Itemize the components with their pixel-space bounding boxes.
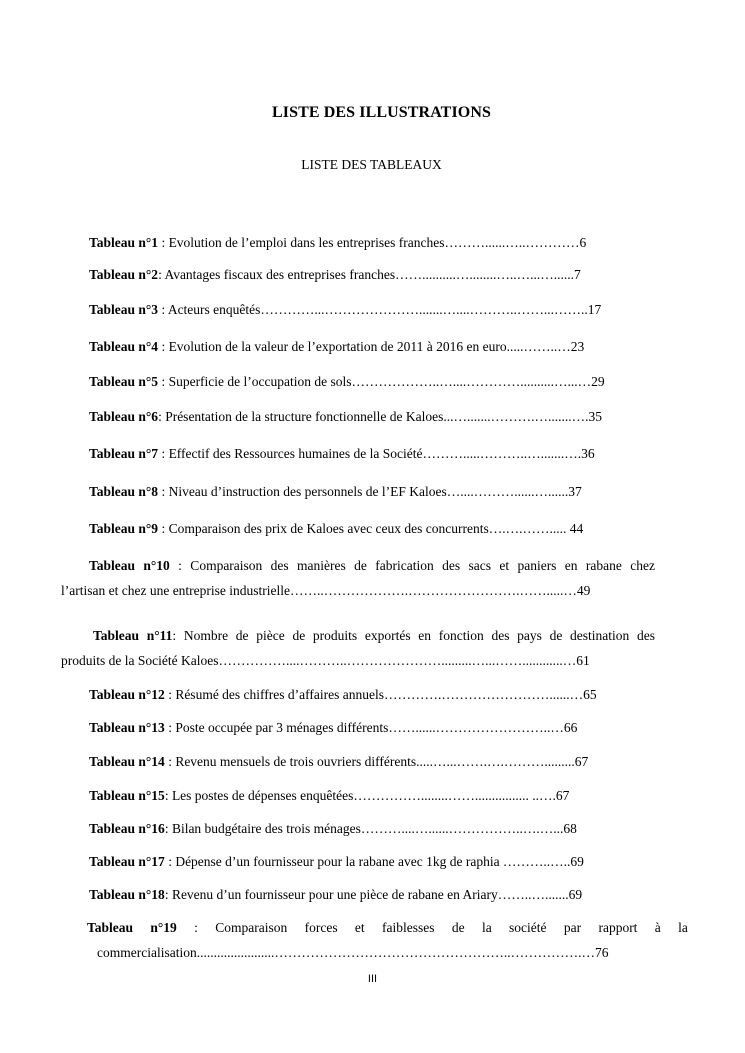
- entry-text: : Niveau d’instruction des personnels de l’EF Kaloes…....………......…......37: [158, 484, 582, 499]
- toc-entry: [89, 446, 595, 462]
- entry-label: Tableau n°7: [89, 446, 159, 461]
- entry-text: : Superficie de l’occupation de sols………………..…....…………..........…...…29: [158, 374, 605, 389]
- entry-word: de: [451, 920, 465, 935]
- entry-label: Tableau n°10: [89, 558, 170, 573]
- entry-label: Tableau: [87, 920, 134, 935]
- entry-label: Tableau n°16: [89, 821, 165, 836]
- entry-label: Tableau n°5: [89, 374, 159, 389]
- entry-label: Tableau n°18: [89, 887, 165, 902]
- entry-text: : Bilan budgétaire des trois ménages………....…......……………..….…...68: [164, 821, 577, 836]
- entry-word: la: [678, 920, 688, 935]
- entry-text: : Comparaison des manières de fabrication des sacs et paniers en rabane chez: [169, 558, 655, 573]
- toc-entry: [87, 920, 688, 936]
- entry-label: Tableau n°3: [89, 302, 159, 317]
- toc-entry: [89, 854, 584, 870]
- entry-label: Tableau n°9: [89, 521, 159, 536]
- entry-text: : Présentation de la structure fonctionnelle de Kaloes...….......……….….......….35: [158, 409, 602, 424]
- entry-word: à: [654, 920, 661, 935]
- entry-text: : Poste occupée par 3 ménages différents……......……………………..…66: [164, 720, 578, 735]
- entry-word: :: [194, 920, 198, 935]
- entry-word: par: [563, 920, 582, 935]
- toc-entry: [89, 687, 597, 703]
- page-title: LISTE DES ILLUSTRATIONS: [272, 104, 491, 121]
- entry-label: Tableau n°8: [89, 484, 159, 499]
- entry-label: Tableau n°1: [89, 235, 159, 250]
- toc-entry: [89, 339, 584, 355]
- toc-entry: [89, 267, 581, 283]
- entry-label: Tableau n°11: [93, 628, 173, 643]
- entry-label: Tableau n°12: [89, 687, 165, 702]
- toc-entry: [89, 484, 582, 500]
- toc-entry: [89, 821, 577, 837]
- toc-entry: [89, 558, 655, 574]
- section-subtitle: LISTE DES TABLEAUX: [301, 157, 442, 172]
- entry-word: et: [354, 920, 365, 935]
- entry-text: : Evolution de la valeur de l’exportation de 2011 à 2016 en euro.....……..…23: [158, 339, 585, 354]
- entry-word: faiblesses: [382, 920, 435, 935]
- toc-entry: [89, 720, 577, 736]
- toc-entry: [89, 235, 586, 251]
- toc-entry: [89, 754, 588, 770]
- toc-entry: [89, 521, 583, 537]
- toc-entry: [89, 374, 605, 390]
- entry-word: forces: [304, 920, 338, 935]
- entry-label: Tableau n°15: [89, 788, 165, 803]
- entry-text: : Comparaison des prix de Kaloes avec ceux des concurrents….….……..... 44: [158, 521, 584, 536]
- entry-text: : Revenu d’un fournisseur pour une pièce de rabane en Ariary……..….......69: [164, 887, 583, 902]
- entry-text: : Résumé des chiffres d’affaires annuels………….……………………......…65: [164, 687, 597, 702]
- entry-label-number: n°19: [150, 920, 177, 935]
- entry-word: Comparaison: [215, 920, 288, 935]
- toc-entry: [89, 302, 601, 318]
- entry-text: : Les postes de dépenses enquêtées……………........……................ ..….67: [164, 788, 570, 803]
- entry-label: Tableau n°6: [89, 409, 159, 424]
- entry-text: : Evolution de l’emploi dans les entreprises franches………......…..…………6: [158, 235, 587, 250]
- toc-entry: [89, 887, 582, 903]
- toc-entry: [93, 628, 655, 644]
- entry-label: Tableau n°17: [89, 854, 165, 869]
- entry-label: Tableau n°2: [89, 267, 159, 282]
- entry-word: la: [481, 920, 492, 935]
- entry-text: : Avantages fiscaux des entreprises franches……..........…........…..…...…......7: [158, 267, 581, 282]
- entry-word: rapport: [598, 920, 638, 935]
- entry-text: : Effectif des Ressources humaines de la Société……….....………..….......….36: [158, 446, 595, 461]
- entry-label: Tableau n°4: [89, 339, 159, 354]
- entry-text: : Dépense d’un fournisseur pour la rabane avec 1kg de raphia ………..…..69: [164, 854, 584, 869]
- toc-entry-continuation: l’artisan et chez une entreprise industrielle……..……………….…………………….…….....…49: [61, 583, 591, 598]
- toc-entry: [89, 409, 602, 425]
- page-number: III: [367, 973, 378, 985]
- entry-word: société: [509, 920, 547, 935]
- entry-label: Tableau n°13: [89, 720, 165, 735]
- toc-entry: [89, 788, 569, 804]
- toc-entry-continuation: produits de la Société Kaloes……………....………..………………….........…...……............…61: [61, 653, 590, 668]
- entry-label: Tableau n°14: [89, 754, 165, 769]
- entry-text: : Revenu mensuels de trois ouvriers différents.....…...…….….……….........67: [164, 754, 589, 769]
- entry-text: : Acteurs enquêtés…………...………………….......…....………..……...……..17: [158, 302, 602, 317]
- entry-text: : Nombre de pièce de produits exportés en fonction des pays de destination des: [172, 628, 656, 643]
- toc-entry-continuation: commercialisation.......................……………………………………………..…………….…76: [97, 945, 609, 960]
